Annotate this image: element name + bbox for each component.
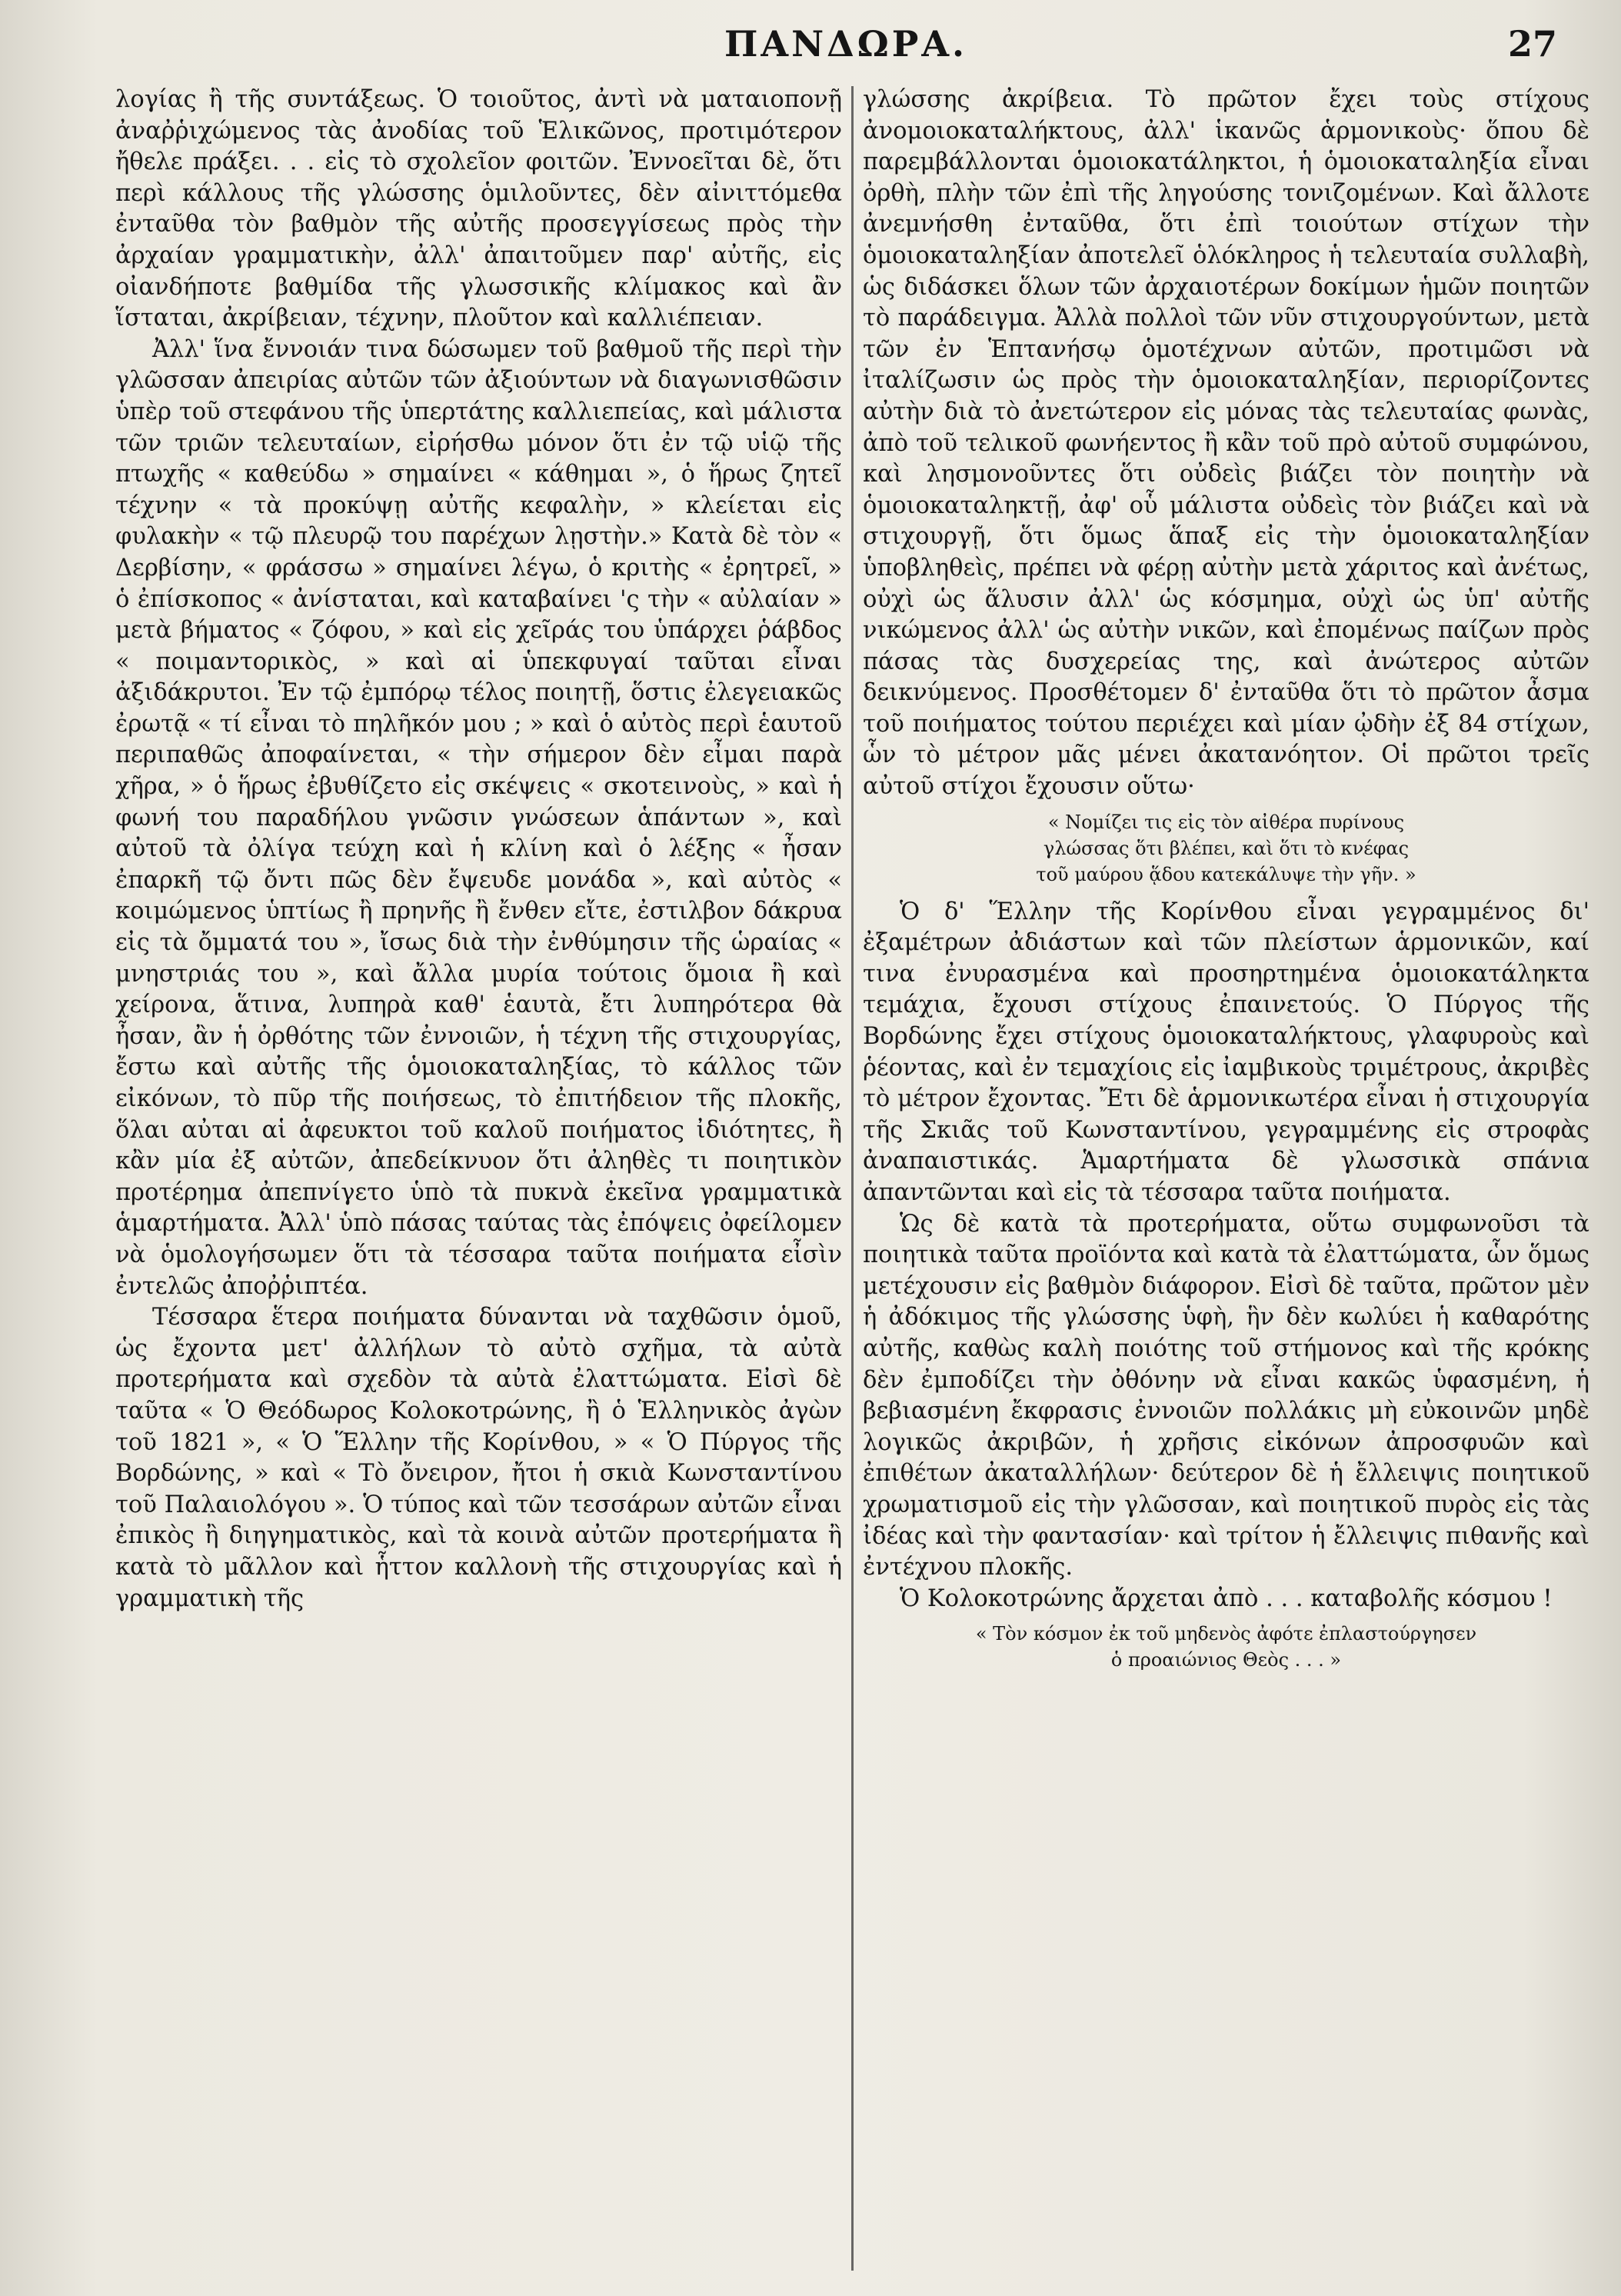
verse-line: « Τὸν κόσμον ἐκ τοῦ μηδενὸς ἀφότε ἐπλαστούργησεν <box>975 1623 1477 1645</box>
verse-line: τοῦ μαύρου ᾅδου κατεκάλυψε τὴν γῆν. » <box>1036 863 1416 885</box>
paragraph: γλώσσης ἀκρίβεια. Τὸ πρῶτον ἔχει τοὺς στίχους ἀνομοιοκαταλήκτους, ἀλλ' ἱκανῶς ἁρμονικοὺς· ὅπου δὲ παρεμβάλλονται ὁμοιοκατάληκτοι, ἡ ὁμοιοκαταληξία εἶναι ὀρθὴ, πλὴν τῶν ἐπὶ τῆς ληγούσης τονιζομένων. Καὶ ἄλλοτε ἀνεμνήσθη ἐνταῦθα, ὅτι ἐπὶ τοιούτων στίχων τὴν ὁμοιοκαταληξίαν ἀποτελεῖ ὁλόκληρος ἡ τελευταία συλλαβὴ, ὡς διδάσκει ὅλων τῶν ἀρχαιοτέρων δοκίμων ἡμῶν ποιητῶν τὸ παράδειγμα. Ἀλλὰ πολλοὶ τῶν νῦν στιχουργούντων, μετὰ τῶν ἐν Ἑπτανήσῳ ὁμοτέχνων αὐτῶν, προτιμῶσι νὰ ἰταλίζωσιν ὡς πρὸς τὴν ὁμοιοκαταληξίαν, περιορίζοντες αὐτὴν διὰ τὸ ἀνετώτερον εἰς μόνας τὰς τελευταίας φωνὰς, ἀπὸ τοῦ τελικοῦ φωνήεντος ἢ κἂν τοῦ πρὸ αὐτοῦ συμφώνου, καὶ λησμονοῦντες ὅτι οὐδεὶς βιάζει τὸν ποιητὴν νὰ ὁμοιοκαταληκτῇ, ἀφ' οὗ μάλιστα οὐδεὶς τὸν βιάζει καὶ νὰ στιχουργῇ, ὅτι ὅμως ἅπαξ εἰς τὴν ὁμοιοκαταληξίαν ὑποβληθεὶς, πρέπει νὰ φέρῃ αὐτὴν μετὰ χάριτος καὶ ἀνέτως, οὐχὶ ὡς ἅλυσιν ἀλλ' ὡς κόσμημα, οὐχὶ ὡς ὑπ' αὐτῆς νικώμενος ἀλλ' ὡς αὐτὴν νικῶν, καὶ ἐπομένως παίζων πρὸς πάσας τὰς δυσχερείας της, καὶ ἀνώτερος αὐτῶν δεικνύμενος. Προσθέτομεν δ' ἐνταῦθα ὅτι τὸ πρῶτον ἆσμα τοῦ ποιήματος τούτου περιέχει καὶ μίαν ᾠδὴν ἐξ 84 στίχων, ὧν τὸ μέτρον μᾶς μένει ἀκατανόητον. Οἱ πρῶτοι τρεῖς αὐτοῦ στίχοι ἔχουσιν οὕτω· <box>863 86 1589 801</box>
paragraph: Ὁ Κολοκοτρώνης ἄρχεται ἀπὸ . . . καταβολῆς κόσμου ! <box>900 1585 1553 1612</box>
paragraph: Ὡς δὲ κατὰ τὰ προτερήματα, οὕτω συμφωνοῦσι τὰ ποιητικὰ ταῦτα προϊόντα καὶ κατὰ τὰ ἐλαττώματα, ὧν ὅμως μετέχουσιν εἰς βαθμὸν διάφορον. Εἰσὶ δὲ ταῦτα, πρῶτον μὲν ἡ ἀδόκιμος τῆς γλώσσης ὑφὴ, ἣν δὲν κωλύει ἡ καθαρότης αὐτῆς, καθὼς καλὴ ποιότης τοῦ στήμονος καὶ τῆς κρόκης δὲν ἐμποδίζει τὴν ὀθόνην νὰ εἶναι κακῶς ὑφασμένη, ἡ βεβιασμένη ἔκφρασις ἐννοιῶν πολλάκις μὴ εὐκοινῶν μηδὲ λογικῶς ἀκριβῶν, ἡ χρῆσις εἰκόνων ἀπροσφυῶν καὶ ἐπιθέτων ἀκαταλλήλων· δεύτερον δὲ ἡ ἔλλειψις ποιητικοῦ χρωματισμοῦ εἰς τὴν γλῶσσαν, καὶ ποιητικοῦ πυρὸς εἰς τὰς ἰδέας καὶ τὴν φαντασίαν· καὶ τρίτον ἡ ἔλλειψις πιθανῆς καὶ ἐντέχνου πλοκῆς. <box>863 1210 1589 1581</box>
page-number: 27 <box>1507 23 1557 65</box>
verse-line: ὁ προαιώνιος Θεὸς . . . » <box>1110 1649 1342 1671</box>
left-column <box>115 85 842 2269</box>
running-title: ΠΑΝΔΩΡΑ. <box>724 23 968 65</box>
verse-quote <box>894 809 1559 888</box>
paragraph: Τέσσαρα ἕτερα ποιήματα δύνανται νὰ ταχθῶσιν ὁμοῦ, ὡς ἔχοντα μετ' ἀλλήλων τὸ αὐτὸ σχῆμα, τὰ αὐτὰ προτερήματα καὶ σχεδὸν τὰ αὐτὰ ἐλαττώματα. Εἰσὶ δὲ ταῦτα « Ὁ Θεόδωρος Κολοκοτρώνης, ἢ ὁ Ἑλληνικὸς ἀγὼν τοῦ 1821 », « Ὁ Ἕλλην τῆς Κορίνθου, » « Ὁ Πύργος τῆς Βορδώνης, » καὶ « Τὸ ὄνειρον, ἤτοι ἡ σκιὰ Κωνσταντίνου τοῦ Παλαιολόγου ». Ὁ τύπος καὶ τῶν τεσσάρων αὐτῶν εἶναι ἐπικὸς ἢ διηγηματικὸς, καὶ τὰ κοινὰ αὐτῶν προτερήματα ἢ κατὰ τὸ μᾶλλον καὶ ἧττον καλλονὴ τῆς στιχουργίας καὶ ἡ γραμματικὴ τῆς <box>115 1304 842 1612</box>
right-column <box>863 85 1589 2269</box>
verse-quote <box>894 1621 1559 1673</box>
paragraph: λογίας ἢ τῆς συντάξεως. Ὁ τοιοῦτος, ἀντὶ νὰ ματαιοπονῇ ἀναῤῥιχώμενος τὰς ἀνοδίας τοῦ Ἑλικῶνος, προτιμότερον ἤθελε πράξει. . . εἰς τὸ σχολεῖον φοιτῶν. Ἐννοεῖται δὲ, ὅτι περὶ κάλλους τῆς γλώσσης ὁμιλοῦντες, δὲν αἰνιττόμεθα ἐνταῦθα τὸν βαθμὸν τῆς αὐτῆς προσεγγίσεως πρὸς τὴν ἀρχαίαν γραμματικὴν, ἀλλ' ἀπαιτοῦμεν παρ' αὐτῆς, εἰς οἰανδήποτε βαθμίδα τῆς γλωσσικῆς κλίμακος καὶ ἂν ἵσταται, ἀκρίβειαν, τέχνην, πλοῦτον καὶ καλλιέπειαν. <box>115 86 842 332</box>
verse-line: « Νομίζει τις εἰς τὸν αἰθέρα πυρίνους <box>1047 811 1405 833</box>
paragraph: Ὁ δ' Ἕλλην τῆς Κορίνθου εἶναι γεγραμμένος δι' ἐξαμέτρων ἀδιάστων καὶ τῶν πλείστων ἁρμονικῶν, καί τινα ἐνυρασμένα καὶ προσηρτημένα ὁμοιοκατάληκτα τεμάχια, ἔχουσι στίχους ἐπαινετούς. Ὁ Πύργος τῆς Βορδώνης ἔχει στίχους ὁμοιοκαταλήκτους, γλαφυροὺς καὶ ῥέοντας, καὶ ἐν τεμαχίοις εἰς ἰαμβικοὺς τριμέτρους, ἀκριβὲς τὸ μέτρον ἔχοντας. Ἔτι δὲ ἁρμονικωτέρα εἶναι ἡ στιχουργία τῆς Σκιᾶς τοῦ Κωνσταντίνου, γεγραμμένης εἰς στροφὰς ἀναπαιστικάς. Ἁμαρτήματα δὲ γλωσσικὰ σπάνια ἀπαντῶνται καὶ εἰς τὰ τέσσαρα ταῦτα ποιήματα. <box>863 898 1589 1206</box>
verse-line: γλώσσας ὅτι βλέπει, καὶ ὅτι τὸ κνέφας <box>1043 837 1410 859</box>
paragraph: Ἀλλ' ἵνα ἔννοιάν τινα δώσωμεν τοῦ βαθμοῦ τῆς περὶ τὴν γλῶσσαν ἀπειρίας αὐτῶν τῶν ἀξιούντων νὰ διαγωνισθῶσιν ὑπὲρ τοῦ στεφάνου τῆς ὑπερτάτης καλλιεπείας, καὶ μάλιστα τῶν τριῶν τελευταίων, εἰρήσθω μόνον ὅτι ἐν τῷ υἱῷ τῆς πτωχῆς « καθεύδω » σημαίνει « κάθημαι », ὁ ἥρως ζητεῖ τέχνην « τὰ προκύψῃ αὐτῆς κεφαλὴν, » κλείεται εἰς φυλακὴν « τῷ πλευρῷ του παρέχων λῃστὴν.» Κατὰ δὲ τὸν « Δερβίσην, « φράσσω » σημαίνει λέγω, ὁ κριτὴς « ἐρητρεῖ, » ὁ ἐπίσκοπος « ἀνίσταται, καὶ καταβαίνει 'ς τὴν « αὐλαίαν » μετὰ βήματος « ζόφου, » καὶ εἰς χεῖράς του ὑπάρχει ῥάβδος « ποιμαντορικὸς, » καὶ αἱ ὑπεκφυγαί ταῦται εἶναι ἀξιδάκρυτοι. Ἐν τῷ ἐμπόρῳ τέλος ποιητῇ, ὅστις ἐλεγειακῶς ἐρωτᾷ « τί εἶναι τὸ πηλῆκόν μου ; » καὶ ὁ αὐτὸς περὶ ἑαυτοῦ περιπαθῶς ἀποφαίνεται, « τὴν σήμερον δὲν εἶμαι παρὰ χῆρα, » ὁ ἥρως ἐβυθίζετο εἰς σκέψεις « σκοτεινοὺς, » καὶ ἡ φωνή του παραδήλου γνῶσιν γνώσεων ἁπάντων », καὶ αὐτοῦ τὰ ὀλίγα τεύχη καὶ ἡ κλίνη καὶ ὁ λέξης « ἦσαν ἐπαρκῆ τῷ ὄντι πῶς δὲν ἔψευδε μονάδα », καὶ αὐτὸς « κοιμώμενος ὑπτίως ἢ πρηνῆς ἢ ἔνθεν εἴτε, ἐστιλβον δάκρυα εἰς τὰ ὄμματά του », ἴσως διὰ τὴν ἐνθύμησιν τῆς ὡραίας « μνηστριάς του », καὶ ἄλλα μυρία τούτοις ὅμοια ἢ καὶ χείρονα, ἅτινα, λυπηρὰ καθ' ἑαυτὰ, ἔτι λυπηρότερα θὰ ἦσαν, ἂν ἡ ὀρθότης τῶν ἐννοιῶν, ἡ τέχνη τῆς στιχουργίας, ἔστω καὶ αὐτῆς τῆς ὁμοιοκαταληξίας, τὸ κάλλος τῶν εἰκόνων, τὸ πῦρ τῆς ποιήσεως, τὸ ἐπιτήδειον τῆς πλοκῆς, ὅλαι αὐται αἱ ἀφευκτοι τοῦ καλοῦ ποιήματος ἰδιότητες, ἢ κἂν μία ἐξ αὐτῶν, ἀπεδείκνυον ὅτι ἀληθὲς τι ποιητικὸν προτέρημα ἀπεπνίγετο ὑπὸ τὰ πυκνὰ ἐκεῖνα γραμματικὰ ἁμαρτήματα. Ἀλλ' ὑπὸ πάσας ταύτας τὰς ἐπόψεις ὀφείλομεν νὰ ὁμολογήσωμεν ὅτι τὰ τέσσαρα ταῦτα ποιήματα εἶσὶν ἐντελῶς ἀποῤῥιπτέα. <box>115 335 842 1300</box>
page-header <box>123 23 1569 69</box>
column-divider <box>851 86 854 2271</box>
